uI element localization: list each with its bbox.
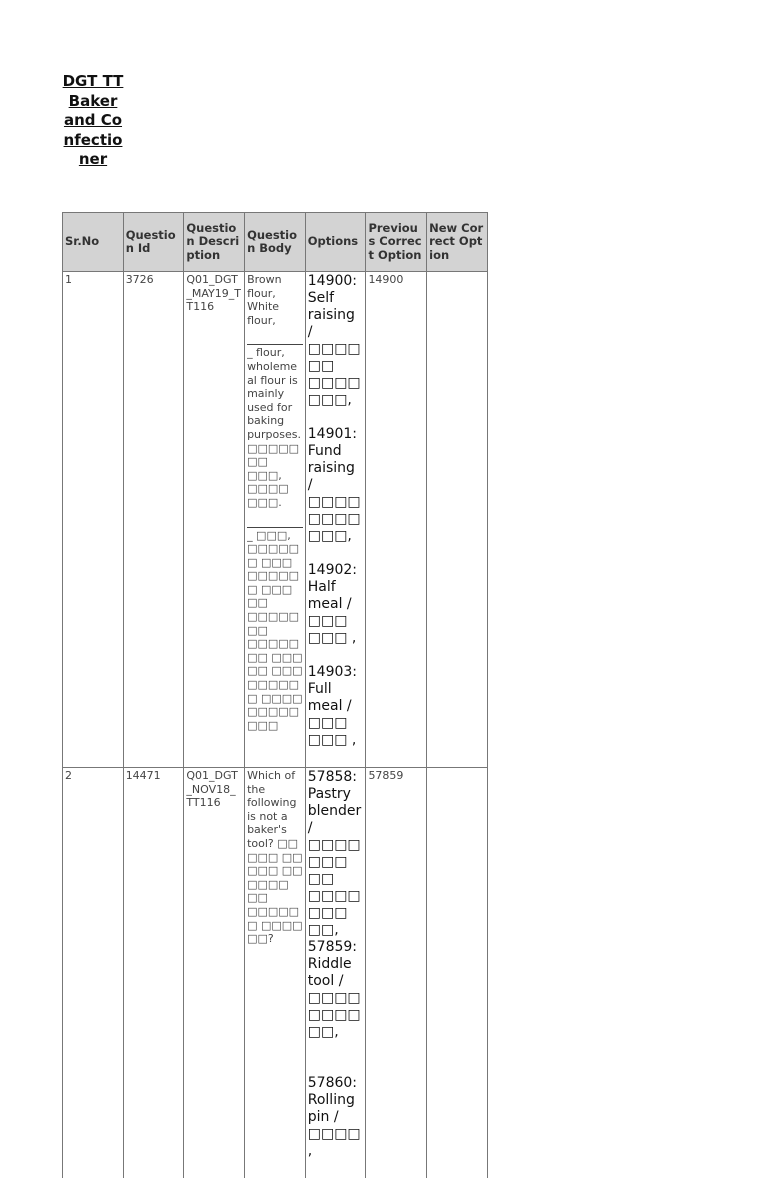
cell-previous-correct-option: 14900: [366, 272, 427, 768]
header-options: Options: [305, 213, 366, 272]
cell-question-body: Which of the following is not a baker's tool? □□ □□□ □□ □□□ □□ □□□□ □□ □□□□□□ □□□□ □□?: [245, 768, 306, 1178]
table-row: [63, 272, 488, 768]
option-item: 14901:Fund raising / □□□□ □□□□□□□,: [308, 426, 364, 545]
cell-options: [305, 272, 366, 768]
cell-question-description: Q01_DGT_MAY19_TT116: [184, 272, 245, 768]
questions-table: [62, 212, 488, 1178]
table-row: [63, 768, 488, 1178]
fill-in-blank-line: [247, 516, 303, 528]
header-question-body: Question Body: [245, 213, 306, 272]
fill-in-blank-line: [247, 333, 303, 345]
question-body-part3: _ □□□, □□□□□□ □□□ □□□□□□ □□□ □□ □□□□□□□ □□□□□□□ □□□ □□ □□□ □□□□□□ □□□□ □□□□□ □□□: [247, 529, 303, 733]
option-item: 14903:Full meal / □□□ □□□ ,: [308, 664, 364, 749]
header-previous-correct-option: Previous Correct Option: [366, 213, 427, 272]
cell-sr-no: 1: [63, 272, 124, 768]
cell-question-body: [245, 272, 306, 768]
cell-options: [305, 768, 366, 1178]
cell-question-id: 14471: [123, 768, 184, 1178]
header-new-correct-option: New Correct Option: [427, 213, 488, 272]
cell-question-id: 3726: [123, 272, 184, 768]
cell-new-correct-option: [427, 272, 488, 768]
option-item: 57859: Riddle tool / □□□□ □□□□□□,: [308, 939, 364, 1041]
header-question-description: Question Description: [184, 213, 245, 272]
question-body-part2: _ flour, wholemeal flour is mainly used for baking purposes. □□□□□□□ □□□, □□□□ □□□.: [247, 346, 303, 509]
cell-previous-correct-option: 57859: [366, 768, 427, 1178]
header-question-id: Question Id: [123, 213, 184, 272]
table-header-row: [63, 213, 488, 272]
cell-new-correct-option: [427, 768, 488, 1178]
option-item: 57860: Rolling pin / □□□□,: [308, 1075, 364, 1160]
cell-sr-no: 2: [63, 768, 124, 1178]
option-item: 14900:Self raising / □□□□□□ □□□□□□□,: [308, 273, 364, 409]
header-sr-no: Sr.No: [63, 213, 124, 272]
question-body-part1: Brown flour, White flour,: [247, 273, 303, 327]
cell-question-description: Q01_DGT_NOV18_TT116: [184, 768, 245, 1178]
document-title: DGT TT Baker and Confectioner: [62, 72, 124, 170]
option-item: 14902: Half meal / □□□ □□□ ,: [308, 562, 364, 647]
option-item: 57858:Pastry blender/ □□□□□□□ □□ □□□□□□□ □□,: [308, 769, 364, 939]
